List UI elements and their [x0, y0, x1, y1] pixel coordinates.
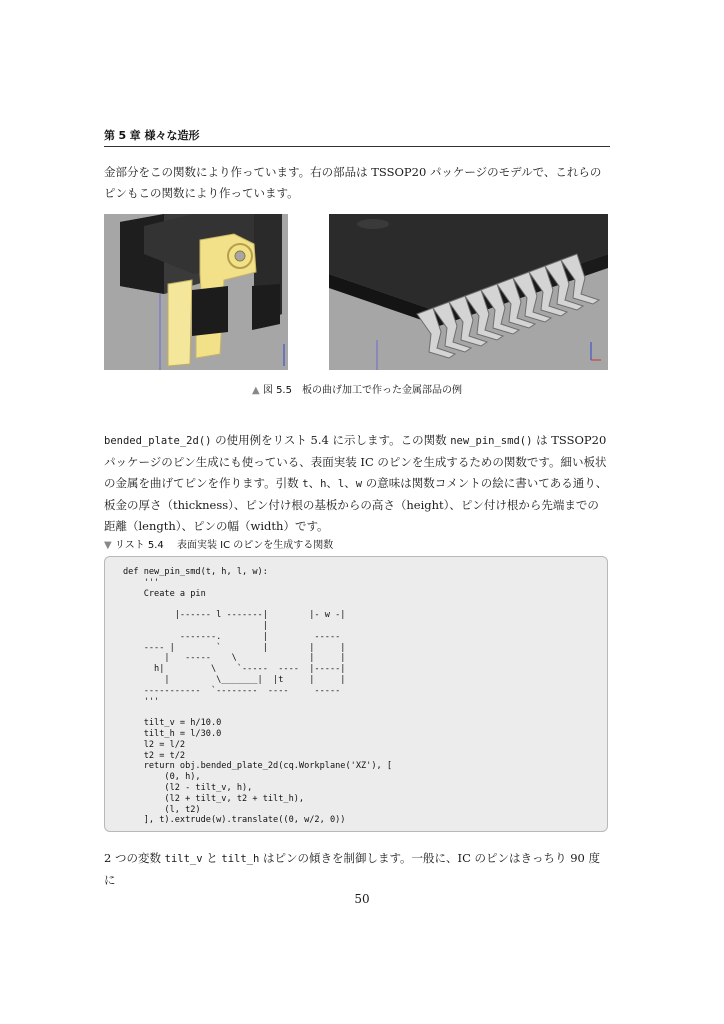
figure-caption [104, 381, 610, 396]
tssop-render [329, 214, 608, 370]
closing-paragraph [104, 848, 610, 891]
separator: 、 [344, 476, 356, 490]
separator: 、 [326, 476, 338, 490]
code-block: def new_pin_smd(t, h, l, w): ''' Create a pin |------ l -------| |- w -| | -------. | ----- ---- | ` | | | | ----- \ | | h| \ `----- ---- |-----| | \_______| |t | | ----------- `-------- ---- ----- ''' tilt_v = h/10.0 tilt_h = l/30.0 l2 = l/2 t2 = t/2 return obj.bended_plate_2d(cq.Workplane('XZ'), [ (0, h), (l2 - tilt_v, h), (l2 + tilt_v, t2 + tilt_h), (l, t2) ], t).extrude(w).translate((0, w/2, 0)) [123, 567, 393, 826]
listing-caption [104, 536, 610, 551]
body-text: はピンの傾きを制御します。一般に、IC のピンはきっちり 90 度に [104, 851, 601, 887]
chapter-prefix: 第 [104, 129, 115, 142]
inline-code: h [320, 478, 327, 490]
inline-code: w [355, 478, 363, 490]
body-text: 2 つの変数 [104, 851, 165, 865]
triangle-up-icon: ▲ [252, 385, 260, 396]
inline-code: tilt_h [221, 853, 260, 865]
page-number: 50 [354, 892, 370, 906]
triangle-down-icon: ▼ [104, 540, 112, 551]
inline-code: tilt_v [164, 853, 203, 865]
figure-caption-text: 図 5.5 板の曲げ加工で作った金属部品の例 [262, 385, 462, 396]
inline-code: bended_plate_2d() [104, 435, 212, 447]
separator: 、 [308, 476, 321, 490]
figure-left-connector [104, 214, 288, 370]
listing-caption-text: リスト 5.4 表面実装 IC のピンを生成する関数 [114, 540, 334, 551]
chapter-number: 5 [118, 129, 127, 142]
body-paragraph [104, 430, 610, 537]
body-text: の意味は関数コメントの絵に書いてある通り、板金の厚さ（thickness）、ピン付け根の基板からの高さ（height）、ピン付け根から先端までの距離（length）、ピンの幅（width）です。 [104, 476, 608, 533]
intro-paragraph: 金部分をこの関数により作っています。右の部品は TSSOP20 パッケージのモデルで、これらのピンもこの関数により作っています。 [104, 165, 602, 200]
code-listing [104, 556, 608, 832]
running-header [104, 128, 610, 147]
chapter-title: 章 様々な造形 [129, 129, 200, 142]
inline-code: t [302, 478, 309, 490]
connector-render [104, 214, 288, 370]
figure-right-tssop [329, 214, 608, 370]
body-text: と [202, 851, 222, 865]
inline-code: l [337, 478, 345, 490]
inline-code: new_pin_smd() [450, 435, 533, 447]
body-text: は TSSOP20 パッケージのピン生成にも使っている、表面実装 IC のピンを生成するための関数です。細い板状の金属を曲げてピンを作ります。引数 [104, 433, 607, 490]
body-text: の使用例をリスト 5.4 に示します。この関数 [211, 433, 451, 447]
